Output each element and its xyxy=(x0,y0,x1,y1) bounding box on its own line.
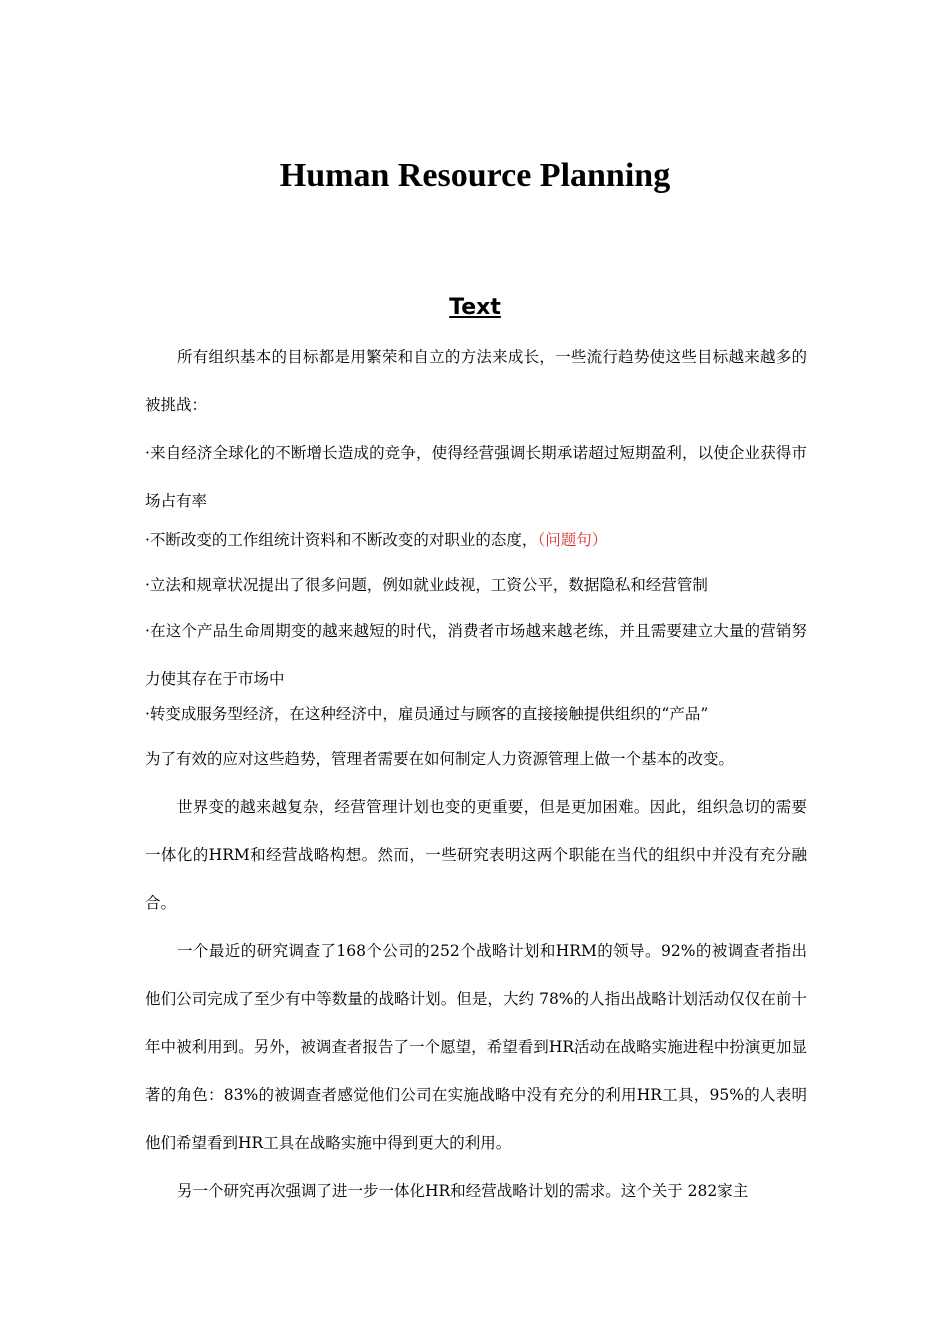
paragraph-study-two: 另一个研究再次强调了进一步一体化HR和经营战略计划的需求。这个关于 282家主 xyxy=(177,1182,749,1200)
question-annotation: （问题句） xyxy=(537,531,608,549)
paragraph-complexity: 世界变的越来越复杂，经营管理计划也变的更重要，但是更加困难。因此，组织急切的需要一体化的HRM和经营战略构想。然而，一些研究表明这两个职能在当代的组织中并没有充分融合。 xyxy=(145,798,807,912)
paragraph-study-one: 一个最近的研究调查了168个公司的252个战略计划和HRM的领导。92%的被调查者指出他们公司完成了至少有中等数量的战略计划。但是，大约 78%的人指出战略计划活动仅仅在前十年中被利用到。另外，被调查者报告了一个愿望，希望看到HR活动在战略实施进程中扮演更加显著的角色：83%的被调查者感觉他们公司在实施战略中没有充分的利用HR工具，95%的人表明他们希望看到HR工具在战略实施中得到更大的利用。 xyxy=(145,942,807,1152)
section-heading: Text xyxy=(449,295,501,320)
paragraph-response: 为了有效的应对这些趋势，管理者需要在如何制定人力资源管理上做一个基本的改变。 xyxy=(145,750,735,768)
paragraph-intro: 所有组织基本的目标都是用繁荣和自立的方法来成长，一些流行趋势使这些目标越来越多的被挑战： xyxy=(145,348,807,414)
bullet-globalization: ·来自经济全球化的不断增长造成的竞争，使得经营强调长期承诺超过短期盈利，以使企业获得市场占有率 xyxy=(145,444,807,510)
bullet-product-lifecycle: ·在这个产品生命周期变的越来越短的时代，消费者市场越来越老练，并且需要建立大量的营销努力使其存在于市场中 xyxy=(145,622,807,688)
bullet-workforce xyxy=(145,525,807,555)
bullet-service-economy: ·转变成服务型经济，在这种经济中，雇员通过与顾客的直接接触提供组织的“产品” xyxy=(145,705,709,723)
bullet-legislation: ·立法和规章状况提出了很多问题，例如就业歧视，工资公平，数据隐私和经营管制 xyxy=(145,576,708,594)
bullet-workforce-text: ·不断改变的工作组统计资料和不断改变的对职业的态度， xyxy=(145,531,538,549)
document-title: Human Resource Planning xyxy=(279,157,671,194)
document-body xyxy=(145,333,807,1215)
